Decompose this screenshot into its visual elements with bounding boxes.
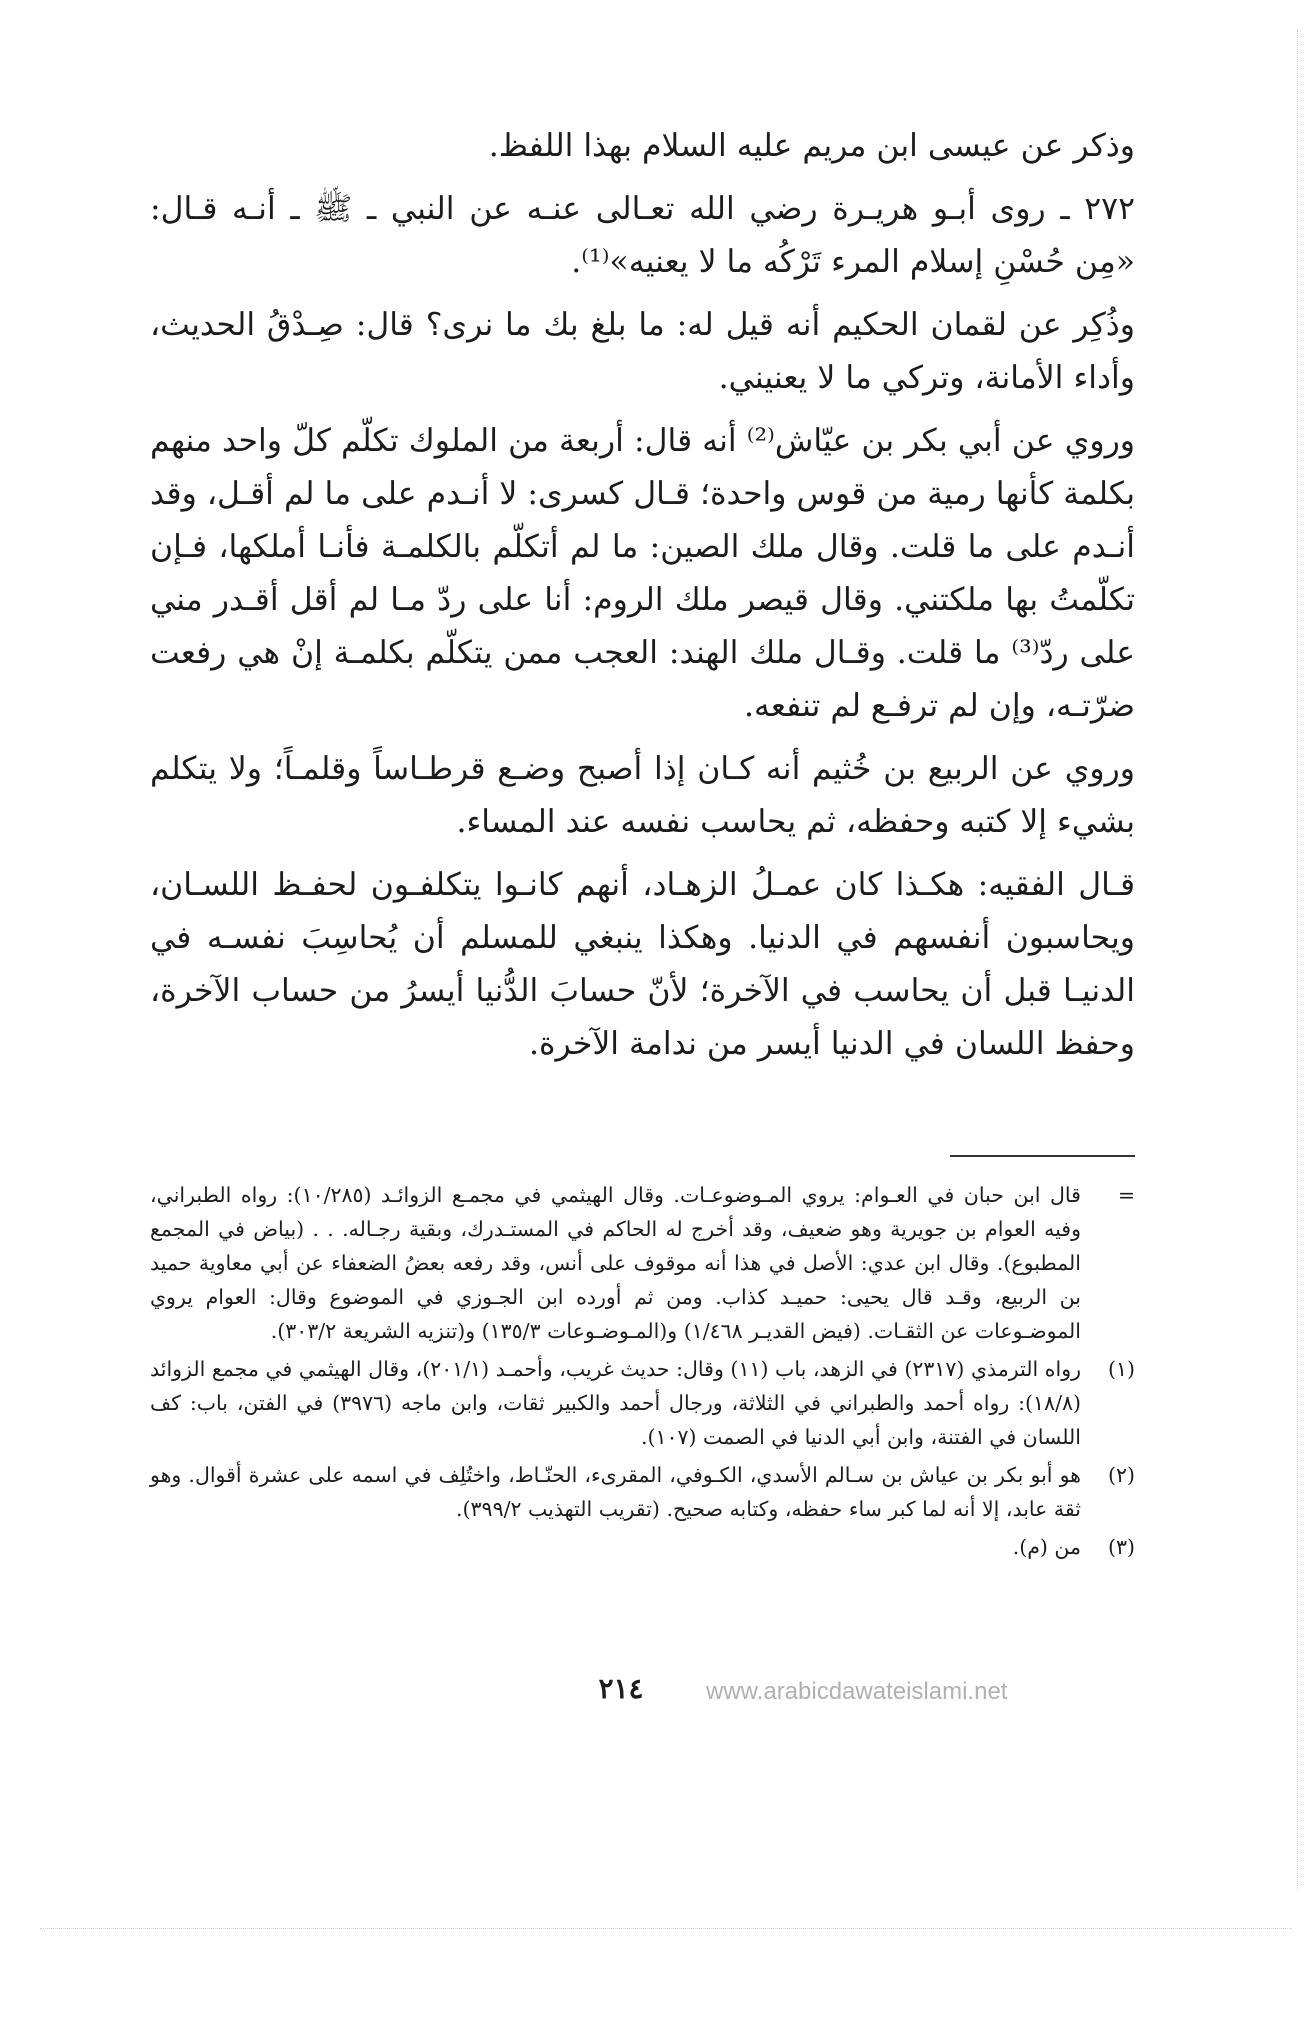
footnotes-block <box>150 1178 1135 1568</box>
footnote <box>150 1352 1135 1454</box>
main-text-block <box>150 120 1135 1081</box>
scan-bottom-line <box>40 1928 1292 1929</box>
footnote-marker: (١) <box>1107 1357 1135 1381</box>
footnote-separator <box>950 1155 1135 1157</box>
footnote <box>150 1530 1135 1564</box>
footnote-text: هو أبو بكر بن عياش بن سـالم الأسدي، الكـوفي، المقرىء، الحنّـاط، واختُلِف في اسمه على عشرة أقوال. وهو ثقة عابد، إلا أنه لما كبر ساء حفظه، وكتابه صحيح. (تقريب التهذيب ٣٩٩/٢). <box>150 1463 1081 1521</box>
footnote-marker: (٣) <box>1107 1535 1135 1559</box>
paragraph: وذُكِر عن لقمان الحكيم أنه قيل له: ما بلغ بك ما نرى؟ قال: صِـدْقُ الحديث، وأداء الأمانة، وتركي ما لا يعنيني. <box>150 307 1135 396</box>
footnote <box>150 1178 1135 1348</box>
paragraph: قـال الفقيه: هكـذا كان عمـلُ الزهـاد، أنهم كانـوا يتكلفـون لحفـظ اللسـان، ويحاسبون أنفسهم في الدنيا. وهكذا ينبغي للمسلم أن يُحاسِبَ نفسـه في الدنيـا قبل أن يحاسب في الآخرة؛ لأنّ حسابَ الدُّنيا أيسرُ من حساب الآخرة، وحفظ اللسان في الدنيا أيسر من ندامة الآخرة. <box>150 867 1135 1062</box>
paragraph: ٢٧٢ ـ روى أبـو هريـرة رضي الله تعـالى عنـه عن النبي ـ ﷺ ـ أنـه قـال: «مِن حُسْنِ إسلام المرء تَرْكُه ما لا يعنيه»⁽¹⁾. <box>150 191 1135 280</box>
scan-edge-line <box>1297 30 1298 1890</box>
footnote-text: رواه الترمذي (٢٣١٧) في الزهد، باب (١١) وقال: حديث غريب، وأحمـد (٢٠١/١)، وقال الهيثمي في مجمع الزوائد (١٨/٨): رواه أحمد والطبراني في الثلاثة، ورجال أحمد والكبير ثقات، وابن ماجه (٣٩٧٦) في الفتن، باب: كف اللسان في الفتنة، وابن أبي الدنيا في الصمت (١٠٧). <box>150 1357 1081 1449</box>
footnote-marker: = <box>1117 1183 1135 1207</box>
footnote-marker: (٢) <box>1107 1463 1135 1487</box>
footnote-text: قال ابن حبان في العـوام: يروي المـوضوعـات. وقال الهيثمي في مجمـع الزوائـد (١٠/٢٨٥): رواه الطبراني، وفيه العوام بن جويرية وهو ضعيف، وقد أخرج له الحاكم في المستـدرك، وبقية رجـاله. . . (بياض في المجمع المطبوع). وقال ابن عدي: الأصل في هذا أنه موقوف على أنس، وقد رفعه بعضُ الضعفاء عن أبي معاوية حميد بن الربيع، وقـد قال يحيى: حميـد كذاب. ومن ثم أورده ابن الجـوزي في الموضوع وقال: العوام يروي الموضـوعات عن الثقـات. (فيض القديـر ١/٤٦٨) و(المـوضـوعات ١٣٥/٣) و(تنزيه الشريعة ٣٠٣/٢). <box>150 1183 1081 1343</box>
footnote <box>150 1458 1135 1526</box>
paragraph: وروي عن أبي بكر بن عيّاش⁽²⁾ أنه قال: أربعة من الملوك تكلّم كلّ واحد منهم بكلمة كأنها رمية من قوس واحدة؛ قـال كسرى: لا أنـدم على ما لم أقـل، وقد أنـدم على ما قلت. وقال ملك الصين: ما لم أتكلّم بالكلمـة فأنـا أملكها، فـإن تكلّمتُ بها ملكتني. وقال قيصر ملك الروم: أنا على ردّ مـا لم أقل أقـدر مني على ردّ⁽³⁾ ما قلت. وقـال ملك الهند: العجب ممن يتكلّم بكلمـة إنْ هي رفعت ضرّتـه، وإن لم ترفـع لم تنفعه. <box>150 423 1135 724</box>
footnote-text: من (م). <box>1012 1535 1081 1559</box>
paragraph: وروي عن الربيع بن خُثيم أنه كـان إذا أصبح وضـع قرطـاساً وقلمـاً؛ ولا يتكلم بشيء إلا كتبه وحفظه، ثم يحاسب نفسه عند المساء. <box>150 751 1135 840</box>
page-number: ٢١٤ <box>598 1672 644 1705</box>
paragraph: وذكر عن عيسى ابن مريم عليه السلام بهذا اللفظ. <box>488 128 1135 164</box>
watermark-url: www.arabicdawateislami.net <box>706 1678 1008 1705</box>
